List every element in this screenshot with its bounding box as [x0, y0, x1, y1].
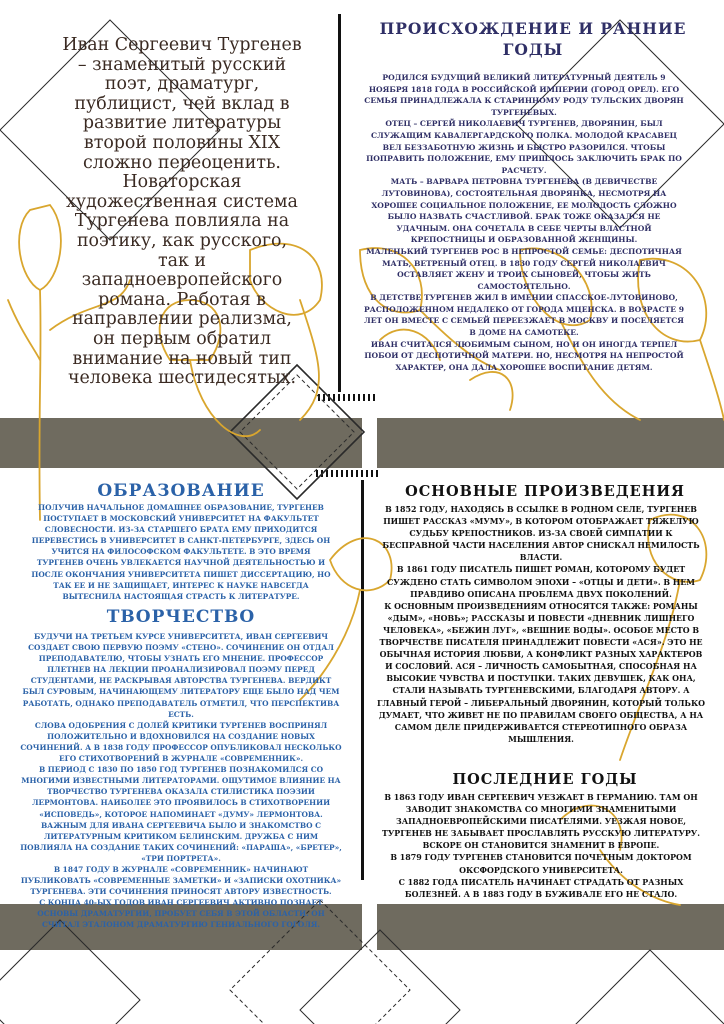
- creativity-paragraph-4: ВАЖНЫМ ДЛЯ ИВАНА СЕРГЕЕВИЧА БЫЛО И ЗНАКОМСТВО С ЛИТЕРАТУРНЫМ КРИТИКОМ БЕЛИНСКИМ. ДРУЖБА С НИМ ПОВЛИЯЛА НА СОЗДАНИЕ ТАКИХ СОЧИНЕНИЙ: «ПАРАША», «БРЕТЕР», «ТРИ ПОРТРЕТА».: [20, 820, 342, 863]
- bottom-right-band: [377, 904, 724, 950]
- last-years-paragraph-3: С 1882 ГОДА ПИСАТЕЛЬ НАЧИНАЕТ СТРАДАТЬ ОТ РАЗНЫХ БОЛЕЗНЕЙ. А В 1883 ГОДУ В БУЖИВАЛЕ ЕГО НЕ СТАЛО.: [398, 877, 684, 899]
- intro-text: Иван Сергеевич Тургенев – знаменитый русский поэт, драматург, публицист, чей вклад в развитие литературы второй половины XIX сложно переоценить. Новаторская художественная система Тургенева повлияла на поэтику, как русского, так и западноевропейского романа. Работая в направлении реализма, он первым обратил внимание на новый тип человека шестидесятых.: [62, 35, 302, 389]
- dashed-rule-bottom: [316, 470, 380, 477]
- divider-bottom: [361, 480, 364, 880]
- creativity-title: ТВОРЧЕСТВО: [106, 607, 256, 627]
- creativity-paragraph-1: БУДУЧИ НА ТРЕТЬЕМ КУРСЕ УНИВЕРСИТЕТА, ИВАН СЕРГЕЕВИЧ СОЗДАЕТ СВОЮ ПЕРВУЮ ПОЭМУ «СТЕНО». СОЧИНЕНИЕ ОН ОТДАЛ ПРЕПОДАВАТЕЛЮ, ЧТОБЫ УЗНАТЬ ЕГО МНЕНИЕ. ПРОФЕССОР ПЛЕТНЕВ НА ЛЕКЦИИ ПРОАНАЛИЗИРОВАЛ ПОЭМУ ПЕРЕД СТУДЕНТАМИ, НЕ РАСКРЫВАЯ АВТОРСТВА ТУРГЕНЕВА. ВЕРДИКТ БЫЛ СУРОВЫМ, НАЧИНАЮЩЕМУ ЛИТЕРАТОРУ ЕЩЕ БЫЛО НАД ЧЕМ РАБОТАТЬ, ОДНАКО ПРЕПОДАВАТЕЛЬ ОТМЕТИЛ, ЧТО ПЕРСПЕКТИВА ЕСТЬ.: [22, 632, 340, 719]
- origin-paragraph-6: ИВАН СЧИТАЛСЯ ЛЮБИМЫМ СЫНОМ, НО И ОН ИНОГДА ТЕРПЕЛ ПОБОИ ОТ ДЕСПОТИЧНОЙ МАТЕРИ. НО, НЕСМОТРЯ НА НЕПРОСТОЙ ХАРАКТЕР, ОНА ДАЛА ХОРОШЕЕ ВОСПИТАНИЕ ДЕТЯМ.: [364, 339, 684, 372]
- origin-text: [362, 72, 686, 373]
- works-title: ОСНОВНЫЕ ПРОИЗВЕДЕНИЯ: [405, 483, 685, 500]
- creativity-text: [20, 631, 342, 931]
- creativity-paragraph-2: СЛОВА ОДОБРЕНИЯ С ДОЛЕЙ КРИТИКИ ТУРГЕНЕВ ВОСПРИНЯЛ ПОЛОЖИТЕЛЬНО И ВДОХНОВИЛСЯ НА СОЗДАНИЕ НОВЫХ СОЧИНЕНИЙ. А В 1838 ГОДУ ПРОФЕССОР ОПУБЛИКОВАЛ НЕСКОЛЬКО ЕГО СТИХОТВОРЕНИЙ В ЖУРНАЛЕ «СОВРЕМЕННИК».: [20, 720, 342, 764]
- dashed-rule-top: [318, 394, 378, 401]
- divider-top: [338, 14, 341, 392]
- last-years-text: [376, 792, 706, 901]
- origin-paragraph-3: МАТЬ – ВАРВАРА ПЕТРОВНА ТУРГЕНЕВА (В ДЕВИЧЕСТВЕ ЛУТОВИНОВА), СОСТОЯТЕЛЬНАЯ ДВОРЯНКА, НЕСМОТРЯ НА ХОРОШЕЕ СОЦИАЛЬНОЕ ПОЛОЖЕНИЕ, ЕЕ МОЛОДОСТЬ СЛОЖНО БЫЛО НАЗВАТЬ СЧАСТЛИВОЙ. БРАК ТОЖЕ ОКАЗАЛСЯ НЕ УДАЧНЫМ. ОНА СОЧЕТАЛА В СЕБЕ ЧЕРТЫ ВЛАСТНОЙ КРЕПОСТНИЦЫ И ОБРАЗОВАННОЙ ЖЕНЩИНЫ.: [371, 177, 677, 245]
- top-left-band: [0, 418, 362, 468]
- origin-title: ПРОИСХОЖДЕНИЕ И РАННИЕ ГОДЫ: [379, 19, 687, 59]
- creativity-paragraph-3: В ПЕРИОД С 1830 ПО 1850 ГОД ТУРГЕНЕВ ПОЗНАКОМИЛСЯ СО МНОГИМИ ИЗВЕСТНЫМИ ЛИТЕРАТОРАМИ. ОЩУТИМОЕ ВЛИЯНИЕ НА ТВОРЧЕСТВО ТУРГЕНЕВА ОКАЗАЛА СТИЛИСТИКА ПОЭЗИИ ЛЕРМОНТОВА. НАИБОЛЕЕ ЭТО ПРОЯВИЛОСЬ В СТИХОТВОРЕНИИ «ИСПОВЕДЬ», КОТОРОЕ НАПОМИНАЕТ «ДУМУ» ЛЕРМОНТОВА.: [21, 765, 341, 819]
- origin-paragraph-2: ОТЕЦ – СЕРГЕЙ НИКОЛАЕВИЧ ТУРГЕНЕВ, ДВОРЯНИН, БЫЛ СЛУЖАЩИМ КАВАЛЕРГАРДСКОГО ПОЛКА. МОЛОДОЙ КРАСАВЕЦ ВЕЛ БЕЗЗАБОТНУЮ ЖИЗНЬ И БЫСТРО РАЗОРИЛСЯ. ЧТОБЫ ПОПРАВИТЬ ПОЛОЖЕНИЕ, ЕМУ ПРИШЛОСЬ ЗАКЛЮЧИТЬ БРАК ПО РАСЧЕТУ.: [366, 119, 682, 175]
- last-years-paragraph-1: В 1863 ГОДУ ИВАН СЕРГЕЕВИЧ УЕЗЖАЕТ В ГЕРМАНИЮ. ТАМ ОН ЗАВОДИТ ЗНАКОМСТВА СО МНОГИМИ ЗНАМЕНИТЫМИ ЗАПАДНОЕВРОПЕЙСКИМИ ПИСАТЕЛЯМИ. УЕЗЖАЯ НОВОЕ, ТУРГЕНЕВ НЕ ЗАБЫВАЕТ ПРОСЛАВЛЯТЬ РУССКУЮ ЛИТЕРАТУРУ. ВСКОРЕ ОН СТАНОВИТСЯ ЗНАМЕНИТ В ЕВРОПЕ.: [382, 793, 700, 851]
- education-text: ПОЛУЧИВ НАЧАЛЬНОЕ ДОМАШНЕЕ ОБРАЗОВАНИЕ, ТУРГЕНЕВ ПОСТУПАЕТ В МОСКОВСКИЙ УНИВЕРСИТЕТ НА ФАКУЛЬТЕТ СЛОВЕСНОСТИ. ИЗ-ЗА СТАРШЕГО БРАТА ЕМУ ПРИХОДИТСЯ ПЕРЕВЕСТИСЬ В УНИВЕРСИТЕТ В САНКТ-ПЕТЕРБУРГЕ, ЗДЕСЬ ОН УЧИТСЯ НА ФИЛОСОФСКОМ ФАКУЛЬТЕТЕ. В ЭТО ВРЕМЯ ТУРГЕНЕВ ОЧЕНЬ УВЛЕКАЕТСЯ НАУЧНОЙ ДЕЯТЕЛЬНОСТЬЮ И ПОСЛЕ ОКОНЧАНИЯ УНИВЕРСИТЕТА ПИШЕТ ДИССЕРТАЦИЮ, НО ТАК ЕЕ И НЕ ЗАЩИЩАЕТ, ИНТЕРЕС К НАУКЕ НАВСЕГДА ВЫТЕСНИЛА НАСТОЯЩАЯ СТРАСТЬ К ЛИТЕРАТУРЕ.: [31, 503, 331, 601]
- works-paragraph-1: В 1852 ГОДУ, НАХОДЯСЬ В ССЫЛКЕ В РОДНОМ СЕЛЕ, ТУРГЕНЕВ ПИШЕТ РАССКАЗ «МУМУ», В КОТОРОМ ОТОБРАЖАЕТ ТЯЖЕЛУЮ СУДЬБУ КРЕПОСТНИКОВ. ИЗ-ЗА СВОЕЙ СИМПАТИИ К БЕСПРАВНОЙ ЧАСТИ НАСЕЛЕНИЯ АВТОР СНИСКАЛ НЕМИЛОСТЬ ВЛАСТИ.: [382, 505, 700, 563]
- origin-paragraph-1: РОДИЛСЯ БУДУЩИЙ ВЕЛИКИЙ ЛИТЕРАТУРНЫЙ ДЕЯТЕЛЬ 9 НОЯБРЯ 1818 ГОДА В РОССИЙСКОЙ ИМПЕРИИ (ГОРОД ОРЕЛ). ЕГО СЕМЬЯ ПРИНАДЛЕЖАЛА К СТАРИННОМУ РОДУ ТУЛЬСКИХ ДВОРЯН ТУРГЕНЕВЫХ.: [364, 73, 684, 117]
- last-years-title: ПОСЛЕДНИЕ ГОДЫ: [452, 771, 638, 788]
- origin-paragraph-4: МАЛЕНЬКИЙ ТУРГЕНЕВ РОС В НЕПРОСТОЙ СЕМЬЕ: ДЕСПОТИЧНАЯ МАТЬ, ВЕТРЕНЫЙ ОТЕЦ. В 1830 ГОДУ СЕРГЕЙ НИКОЛАЕВИЧ ОСТАВЛЯЕТ ЖЕНУ И ТРОИХ СЫНОВЕЙ, ЧТОБЫ ЖИТЬ САМОСТОЯТЕЛЬНО.: [366, 246, 682, 291]
- top-right-band: [377, 418, 724, 468]
- works-paragraph-2: В 1861 ГОДУ ПИСАТЕЛЬ ПИШЕТ РОМАН, КОТОРОМУ БУДЕТ СУЖДЕНО СТАТЬ СИМВОЛОМ ЭПОХИ – «ОТЦЫ И ДЕТИ». В НЕМ ПРАВДИВО ОПИСАНА ПРОБЛЕМА ДВУХ ПОКОЛЕНИЙ.: [387, 565, 695, 599]
- origin-paragraph-5: В ДЕТСТВЕ ТУРГЕНЕВ ЖИЛ В ИМЕНИИ СПАССКОЕ-ЛУТОВИНОВО, РАСПОЛОЖЕННОМ НЕДАЛЕКО ОТ ГОРОДА МЦЕНСКА. В ВОЗРАСТЕ 9 ЛЕТ ОН ВМЕСТЕ С СЕМЬЕЙ ПЕРЕЕЗЖАЕТ В МОСКВУ И ПОСЕЛЯЕТСЯ В ДОМЕ НА САМОТЕКЕ.: [363, 293, 685, 338]
- creativity-paragraph-5: В 1847 ГОДУ В ЖУРНАЛЕ «СОВРЕМЕННИК» НАЧИНАЮТ ПУБЛИКОВАТЬ «СОВРЕМЕННЫЕ ЗАМЕТКИ» И «ЗАПИСКИ ОХОТНИКА» ТУРГЕНЕВА. ЭТИ СОЧИНЕНИЯ ПРИНОСЯТ АВТОРУ ИЗВЕСТНОСТЬ.: [20, 864, 342, 897]
- works-text: [376, 504, 706, 746]
- creativity-paragraph-6: С КОНЦА 40-ЫХ ГОДОВ ИВАН СЕРГЕЕВИЧ АКТИВНО ПОЗНАЕТ ОСНОВЫ ДРАМАТУРГИИ, ПРОБУЕТ СЕБЯ В ЭТОЙ ОБЛАСТИ. ОН СЧИТАЛ ЭТАЛОНОМ ДРАМАТУРГИЮ ГЕНИАЛЬНОГО ГОГОЛЯ.: [37, 898, 325, 930]
- education-title: ОБРАЗОВАНИЕ: [97, 481, 265, 501]
- last-years-paragraph-2: В 1879 ГОДУ ТУРГЕНЕВ СТАНОВИТСЯ ПОЧЕТНЫМ ДОКТОРОМ ОКСФОРДСКОГО УНИВЕРСИТЕТА.: [390, 853, 692, 875]
- works-paragraph-3: К ОСНОВНЫМ ПРОИЗВЕДЕНИЯМ ОТНОСЯТСЯ ТАКЖЕ: РОМАНЫ «ДЫМ», «НОВЬ»; РАССКАЗЫ И ПОВЕСТИ «ДНЕВНИК ЛИШНЕГО ЧЕЛОВЕКА», «БЕЖИН ЛУГ», «ВЕШНИЕ ВОДЫ». ОСОБОЕ МЕСТО В ТВОРЧЕСТВЕ ПИСАТЕЛЯ ПРИНАДЛЕЖИТ ПОВЕСТИ «АСЯ». ЭТО НЕ ОБЫЧНАЯ ИСТОРИЯ ЛЮБВИ, А КОНФЛИКТ РАЗНЫХ ХАРАКТЕРОВ И СОСЛОВИЙ. АСЯ – ЛИЧНОСТЬ САМОБЫТНАЯ, СПОСОБНАЯ НА ВЫСОКИЕ ЧУВСТВА И ПОСТУПКИ. ТАКИХ ДЕВУШЕК, КАК ОНА, СТАЛИ НАЗЫВАТЬ ТУРГЕНЕВСКИМИ, БЛАГОДАРЯ АВТОРУ. А ГЛАВНЫЙ ГЕРОЙ – ЛИБЕРАЛЬНЫЙ ДВОРЯНИН, КОТОРЫЙ ТОЛЬКО ДУМАЕТ, ЧТО ЖИВЕТ НЕ ПО ПРАВИЛАМ СВОЕГО ОБЩЕСТВА, А НА САМОМ ДЕЛЕ ПРИДЕРЖИВАЕТСЯ СТЕРЕОТИПНОГО ОБРАЗА МЫШЛЕНИЯ.: [376, 601, 705, 744]
